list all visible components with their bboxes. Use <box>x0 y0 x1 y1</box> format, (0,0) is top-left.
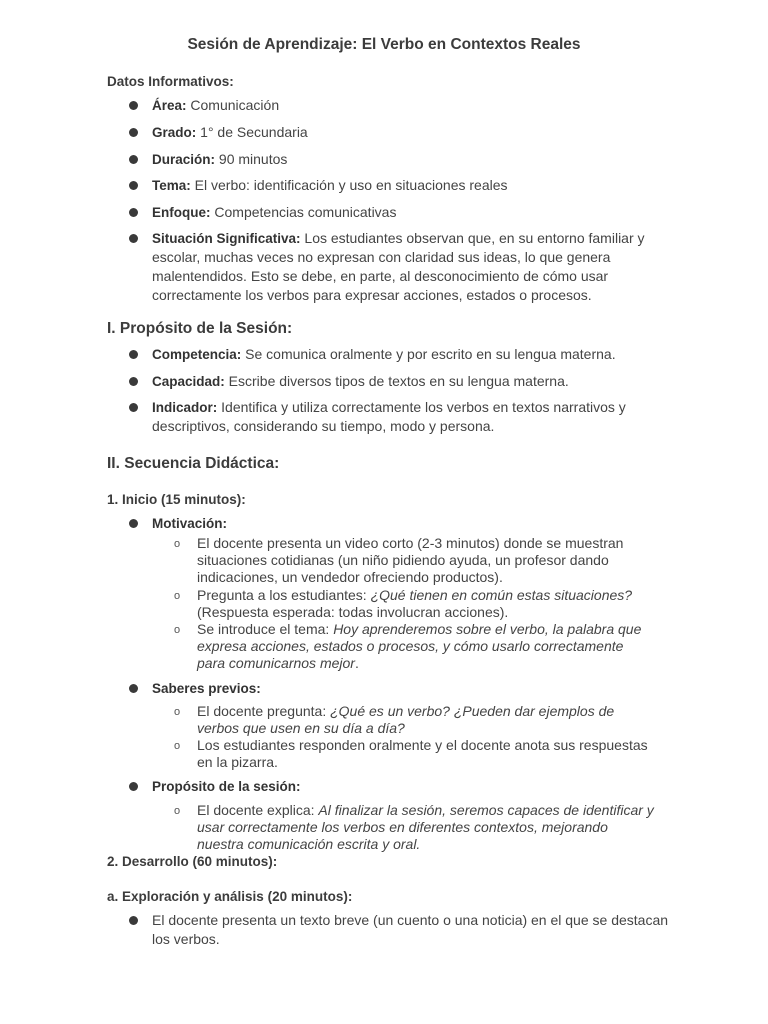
inicio-heading: 1. Inicio (15 minutos): <box>107 492 246 507</box>
bullet-icon <box>129 155 138 164</box>
bullet-icon <box>129 916 138 925</box>
datos-item-area: Área: Comunicación <box>129 96 669 115</box>
motivacion-item: Motivación: <box>129 514 669 533</box>
circle-bullet-icon: o <box>174 624 181 636</box>
saberes-sub-1: o El docente pregunta: ¿Qué es un verbo? ¿Pueden dar ejemplos de verbos que usen en su día a día? <box>174 703 615 736</box>
bullet-icon <box>129 377 138 386</box>
exploracion-item-1: El docente presenta un texto breve (un cuento o una noticia) en el que se destacan los verbos. <box>129 911 669 949</box>
circle-bullet-icon: o <box>174 805 181 817</box>
document-title: Sesión de Aprendizaje: El Verbo en Contextos Reales <box>187 36 581 53</box>
motivacion-sub-2: o Pregunta a los estudiantes: ¿Qué tienen en común estas situaciones? (Respuesta esperada: todas involucran acciones). <box>174 587 633 620</box>
circle-bullet-icon: o <box>174 538 181 550</box>
bullet-icon <box>129 208 138 217</box>
proposito-item-competencia: Competencia: Se comunica oralmente y por escrito en su lengua materna. <box>129 345 669 364</box>
motivacion-sub-1: o El docente presenta un video corto (2-3 minutos) donde se muestran situaciones cotidianas (un niño pidiendo ayuda, un profesor dando indicaciones, un vendedor ofreciendo productos). <box>174 535 624 585</box>
circle-bullet-icon: o <box>174 590 181 602</box>
circle-bullet-icon: o <box>174 706 181 718</box>
datos-item-situacion: Situación Significativa: Los estudiantes observan que, en su entorno familiar y escolar, muchas veces no expresan con claridad sus ideas, lo que genera malentendidos. Esto se debe, en parte, al desconocimiento de cómo usar correctamente los verbos para expresar acciones, estados o procesos. <box>129 229 669 305</box>
circle-bullet-icon: o <box>174 740 181 752</box>
bullet-icon <box>129 101 138 110</box>
secuencia-heading: II. Secuencia Didáctica: <box>107 455 280 472</box>
proposito-heading: I. Propósito de la Sesión: <box>107 320 293 337</box>
datos-item-enfoque: Enfoque: Competencias comunicativas <box>129 203 669 222</box>
saberes-sub-2: o Los estudiantes responden oralmente y el docente anota sus respuestas en la pizarra. <box>174 737 648 770</box>
bullet-icon <box>129 128 138 137</box>
bullet-icon <box>129 181 138 190</box>
proposito-sesion-item: Propósito de la sesión: <box>129 777 669 796</box>
bullet-icon <box>129 684 138 693</box>
datos-item-grado: Grado: 1° de Secundaria <box>129 123 669 142</box>
bullet-icon <box>129 403 138 412</box>
exploracion-heading: a. Exploración y análisis (20 minutos): <box>107 889 353 904</box>
motivacion-sub-3: o Se introduce el tema: Hoy aprenderemos sobre el verbo, la palabra que expresa acciones, estados o procesos, y cómo usarlo correctamente para comunicarnos mejor. <box>174 621 642 671</box>
bullet-icon <box>129 519 138 528</box>
desarrollo-heading: 2. Desarrollo (60 minutos): <box>107 854 278 869</box>
proposito-sesion-sub-1: o El docente explica: Al finalizar la sesión, seremos capaces de identificar y usar correctamente los verbos en diferentes contextos, mejorando nuestra comunicación escrita y oral. <box>174 802 654 852</box>
proposito-item-indicador: Indicador: Identifica y utiliza correctamente los verbos en textos narrativos y descriptivos, considerando su tiempo, modo y persona. <box>129 398 669 436</box>
datos-item-tema: Tema: El verbo: identificación y uso en situaciones reales <box>129 176 669 195</box>
bullet-icon <box>129 350 138 359</box>
bullet-icon <box>129 782 138 791</box>
datos-item-duracion: Duración: 90 minutos <box>129 150 669 169</box>
proposito-item-capacidad: Capacidad: Escribe diversos tipos de textos en su lengua materna. <box>129 372 669 391</box>
datos-heading: Datos Informativos: <box>107 74 234 89</box>
saberes-item: Saberes previos: <box>129 679 669 698</box>
bullet-icon <box>129 234 138 243</box>
